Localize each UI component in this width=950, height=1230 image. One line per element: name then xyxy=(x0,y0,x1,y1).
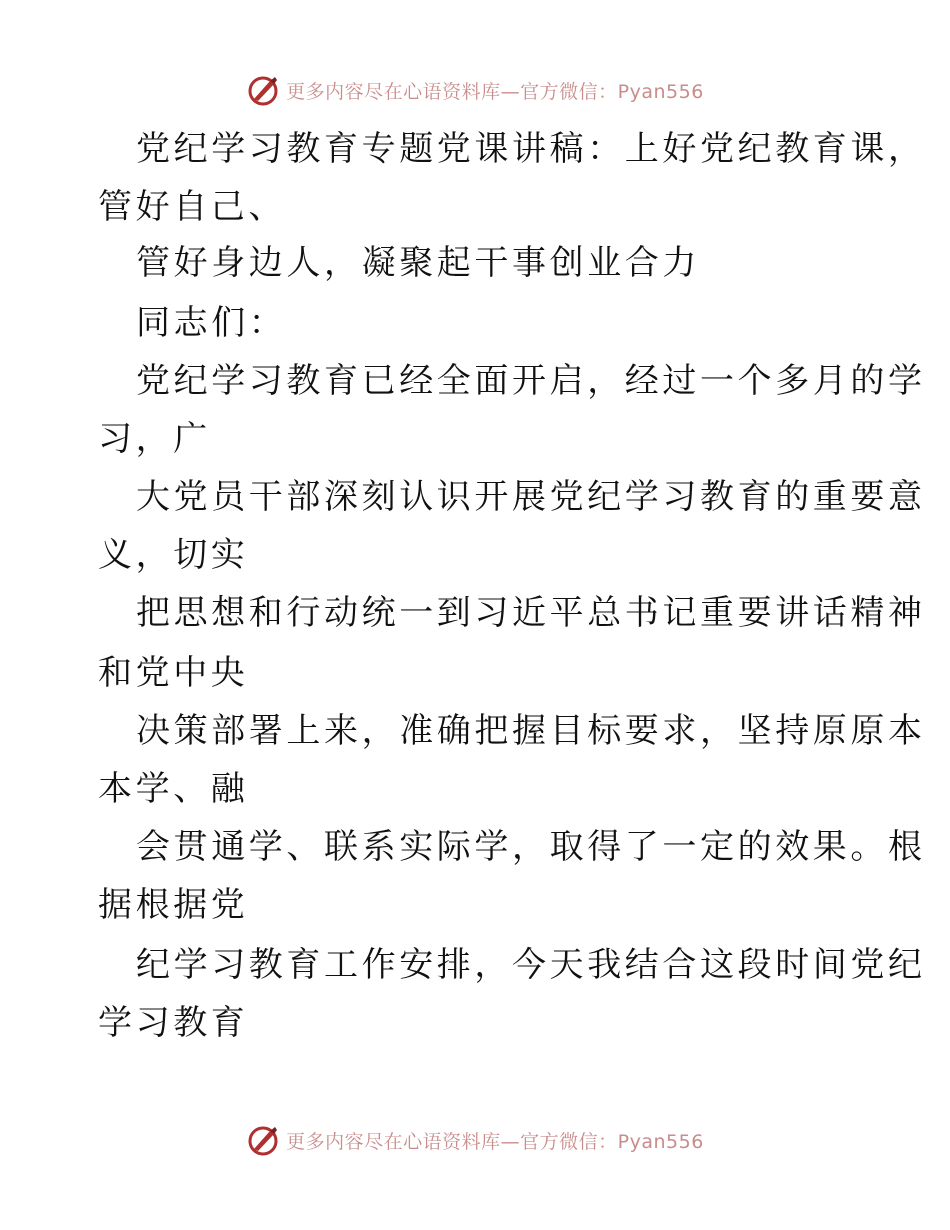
text-line: 党纪学习教育已经全面开启，经过一个多月的学 xyxy=(136,361,926,401)
text-line: 纪学习教育工作安排，今天我结合这段时间党纪 xyxy=(136,945,926,985)
pen-on-circle-logo-icon xyxy=(246,1123,280,1157)
text-line: 和党中央 xyxy=(98,653,249,693)
footer-watermark xyxy=(0,1122,950,1158)
text-line: 管好自己、 xyxy=(98,187,286,227)
text-line: 习，广 xyxy=(98,419,211,459)
text-line: 把思想和行动统一到习近平总书记重要讲话精神 xyxy=(136,593,926,633)
text-line: 据根据党 xyxy=(98,885,249,925)
text-line: 本学、融 xyxy=(98,769,249,809)
text-line: 会贯通学、联系实际学，取得了一定的效果。根 xyxy=(136,827,926,867)
text-line: 决策部署上来，准确把握目标要求，坚持原原本 xyxy=(136,711,926,751)
text-line: 党纪学习教育专题党课讲稿：上好党纪教育课， xyxy=(136,129,926,169)
text-line: 同志们： xyxy=(136,303,287,343)
text-line: 学习教育 xyxy=(98,1003,249,1043)
watermark-text: 更多内容尽在心语资料库—官方微信：Pyan556 xyxy=(286,1130,704,1153)
text-line: 义，切实 xyxy=(98,535,249,575)
watermark-text: 更多内容尽在心语资料库—官方微信：Pyan556 xyxy=(286,80,704,103)
text-line: 管好身边人，凝聚起干事创业合力 xyxy=(136,243,700,283)
text-line: 大党员干部深刻认识开展党纪学习教育的重要意 xyxy=(136,477,926,517)
